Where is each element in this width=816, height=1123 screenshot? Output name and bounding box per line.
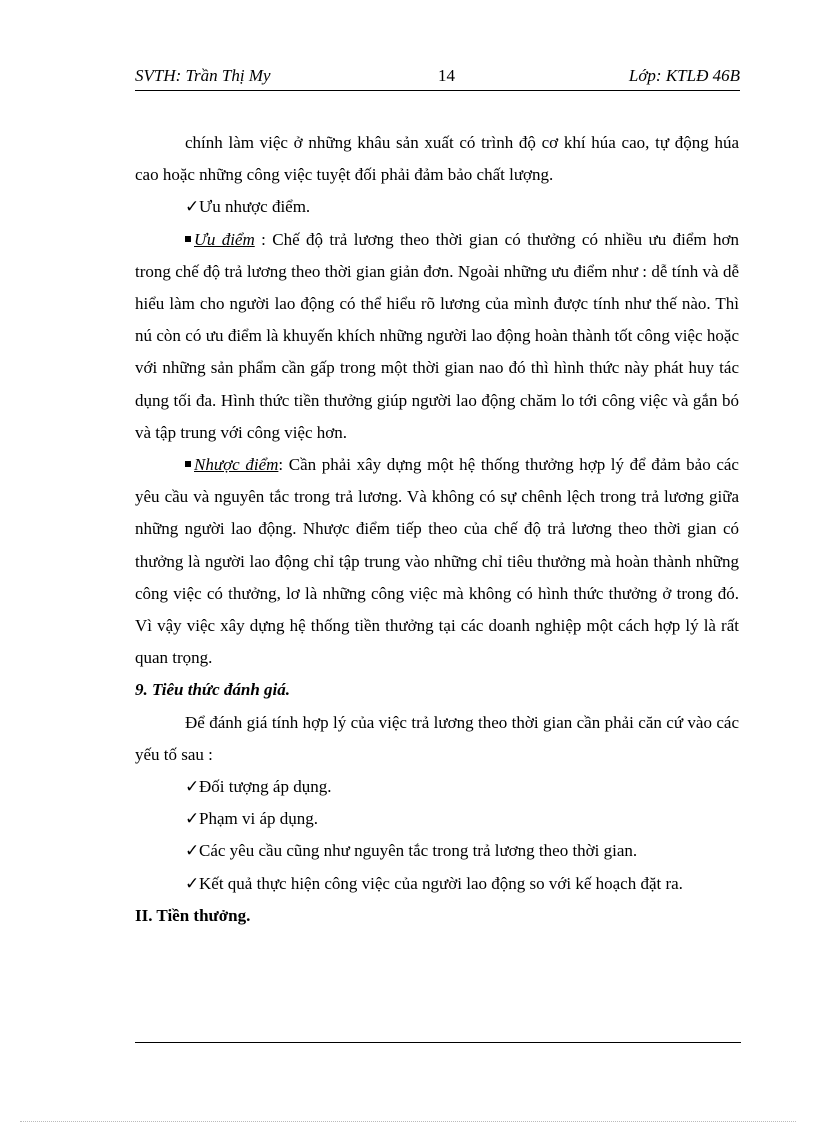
check-icon: ✓ <box>185 873 200 893</box>
section-heading-9: 9. Tiêu thức đánh giá. <box>135 680 291 700</box>
list-item-label: Ưu nhược điểm. <box>199 197 311 217</box>
paragraph-advantages <box>135 224 739 449</box>
list-item <box>135 868 739 900</box>
header-class: Lớp: KTLĐ 46B <box>628 66 740 85</box>
footer-divider <box>135 1042 741 1043</box>
disadvantages-text: : Cần phải xây dựng một hệ thống thưởng hợp lý để đảm bảo các yêu cầu và nguyên tắc trong trả lương. Và không có sự chênh lệch trong trả lương giữa những người lao động. Nhược điểm tiếp theo của chế độ trả lương theo thời gian có thưởng là người lao động chỉ tập trung vào những chỉ tiêu thưởng mà hoàn thành những công việc có thưởng, lơ là những công việc mà không có hình thức thưởng ở trong đó. Vì vậy việc xây dựng hệ thống tiền thưởng tại các doanh nghiệp một cách hợp lý là rất quan trọng. <box>135 455 739 668</box>
check-icon: ✓ <box>185 809 200 829</box>
list-item <box>135 835 739 867</box>
disadvantages-label: Nhược điểm <box>194 455 279 475</box>
list-item <box>135 771 739 803</box>
list-item-text: Kết quả thực hiện công việc của người lao động so với kế hoạch đặt ra. <box>199 873 683 893</box>
header-student: SVTH: Trần Thị My <box>135 66 271 85</box>
advantages-label: Ưu điểm <box>194 229 255 249</box>
page-header <box>135 62 740 91</box>
section-heading-ii: II. Tiền thưởng. <box>135 905 251 925</box>
paragraph-criteria-intro: Để đánh giá tính hợp lý của việc trả lương theo thời gian cần phải căn cứ vào các yếu tố sau : <box>135 712 739 764</box>
document-body <box>135 127 739 932</box>
list-item-text: Các yêu cầu cũng như nguyên tắc trong trả lương theo thời gian. <box>199 841 638 861</box>
page-boundary <box>20 1121 796 1122</box>
list-item-pros-cons <box>135 191 739 223</box>
list-item <box>135 803 739 835</box>
check-icon: ✓ <box>185 777 200 797</box>
list-item-text: Phạm vi áp dụng. <box>199 809 318 829</box>
page-number: 14 <box>438 66 455 85</box>
check-icon: ✓ <box>185 197 200 217</box>
advantages-text: : Chế độ trả lương theo thời gian có thưởng có nhiều ưu điểm hơn trong chế độ trả lương theo thời gian giản đơn. Ngoài những ưu điểm như : dễ tính và dễ hiểu làm cho người lao động có thể hiểu rõ lương của mình được tính như thế nào. Thì nú còn có ưu điểm là khuyến khích những người lao động hoàn thành tốt công việc hoặc với những sản phẩm cần gấp trong một thời gian nao đó thì hình thức này phát huy tác dụng tối đa. Hình thức tiền thưởng giúp người lao động chăm lo tới công việc và gắn bó và tập trung với công việc hơn. <box>135 229 739 442</box>
paragraph-intro: chính làm việc ở những khâu sản xuất có trình độ cơ khí húa cao, tự động húa cao hoặc những công việc tuyệt đối phải đảm bảo chất lượng. <box>135 133 739 185</box>
check-icon: ✓ <box>185 841 200 861</box>
square-bullet-icon <box>185 461 191 467</box>
paragraph-disadvantages <box>135 449 739 674</box>
square-bullet-icon <box>185 236 191 242</box>
list-item-text: Đối tượng áp dụng. <box>199 777 332 797</box>
